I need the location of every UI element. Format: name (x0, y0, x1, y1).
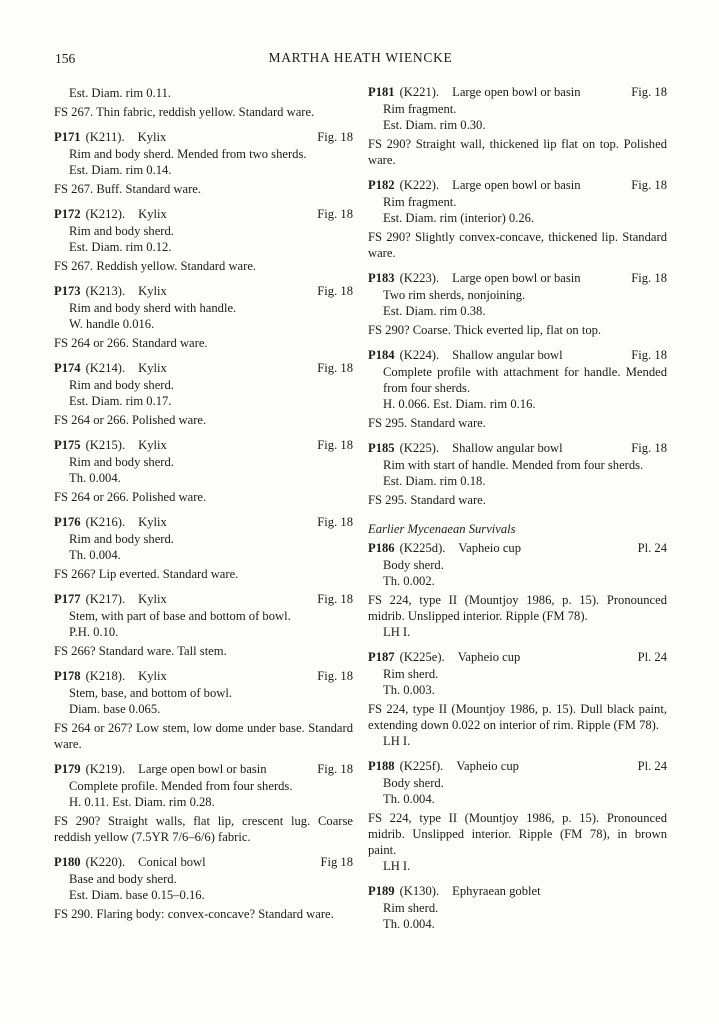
entry-shape-title: Kylix (138, 669, 167, 683)
entry-shape-title: Kylix (137, 130, 167, 144)
entry-number: P183 (368, 271, 395, 285)
entry-description (69, 85, 353, 101)
section-heading: Earlier Mycenaean Survivals (368, 522, 516, 536)
description-line: Body sherd. (383, 776, 444, 790)
description-line: Th. 0.004. (383, 792, 435, 806)
entry-fs-classification: FS 267. Reddish yellow. Standard ware. (54, 259, 257, 273)
entry-description (383, 557, 667, 589)
entry-description (383, 666, 667, 698)
entry-number: P182 (368, 178, 395, 192)
description-line: Complete profile with attachment for handle. Mended from four sherds. (383, 365, 667, 395)
description-line: Rim and body sherd. (69, 378, 174, 392)
catalog-entry (54, 437, 353, 505)
entry-fs-classification: FS 290? Straight wall, thickened lip flat on top. Polished ware. (368, 137, 667, 167)
catalog-entry (368, 649, 667, 749)
entry-fs-classification: FS 224, type II (Mountjoy 1986, p. 15). Pronounced midrib. Unslipped interior. Ripple (FM 78). (368, 593, 667, 623)
catalog-entry (54, 854, 353, 922)
entry-description (69, 531, 353, 563)
entry-heading (368, 270, 667, 286)
description-line: Th. 0.003. (383, 683, 435, 697)
entry-figure-ref: Pl. 24 (637, 759, 667, 773)
catalog-entry (54, 591, 353, 659)
entry-shape-title: Kylix (138, 361, 167, 375)
entry-fs-classification: FS 267. Buff. Standard ware. (54, 182, 202, 196)
description-line: Rim sherd. (383, 667, 439, 681)
entry-number: P174 (54, 361, 81, 375)
description-line: Rim with start of handle. Mended from four sherds. (383, 458, 644, 472)
entry-figure-ref: Fig. 18 (631, 348, 667, 362)
description-line: H. 0.066. Est. Diam. rim 0.16. (383, 397, 536, 411)
entry-shape-title: Ephyraean goblet (452, 884, 541, 898)
entry-k-number: (K215). (85, 438, 126, 452)
catalog-entry (368, 84, 667, 168)
entry-shape-title: Kylix (138, 515, 167, 529)
entry-heading (368, 883, 667, 899)
entry-heading (54, 437, 353, 453)
entry-heading (54, 129, 353, 145)
entry-k-number: (K214). (85, 361, 126, 375)
entry-shape-title: Kylix (138, 284, 167, 298)
running-head: MARTHA HEATH WIENCKE (268, 50, 453, 65)
entry-heading (368, 347, 667, 363)
entry-description (383, 775, 667, 807)
entry-description (383, 364, 667, 412)
entry-number: P173 (54, 284, 81, 298)
description-line: Est. Diam. rim 0.12. (69, 240, 172, 254)
entry-number: P179 (54, 762, 81, 776)
entry-fs-classification: FS 267. Thin fabric, reddish yellow. Standard ware. (54, 105, 315, 119)
entry-fs-classification: FS 295. Standard ware. (368, 416, 486, 430)
text-columns (54, 84, 667, 932)
entry-shape-title: Kylix (138, 438, 167, 452)
entry-shape-title: Large open bowl or basin (138, 762, 267, 776)
entry-shape-title: Vapheio cup (457, 650, 521, 664)
entry-fs-classification: FS 295. Standard ware. (368, 493, 486, 507)
description-line: W. handle 0.016. (69, 317, 155, 331)
entry-figure-ref: Pl. 24 (637, 650, 667, 664)
catalog-entry (368, 440, 667, 508)
entry-shape-title: Shallow angular bowl (452, 348, 563, 362)
entry-k-number: (K221). (399, 85, 440, 99)
entry-fs-classification: FS 264 or 266. Standard ware. (54, 336, 208, 350)
description-line: Stem, base, and bottom of bowl. (69, 686, 232, 700)
entry-description (383, 101, 667, 133)
entry-k-number: (K217). (85, 592, 126, 606)
entry-k-number: (K225f). (399, 759, 444, 773)
entry-fs-classification: FS 224, type II (Mountjoy 1986, p. 15). Pronounced midrib. Unslipped interior. Ripple (FM 78), in brown paint. (368, 811, 667, 857)
entry-number: P177 (54, 592, 81, 606)
column-right (368, 84, 667, 932)
entry-heading (54, 283, 353, 299)
description-line: Complete profile. Mended from four sherds. (69, 779, 293, 793)
entry-heading (54, 514, 353, 530)
entry-description (69, 871, 353, 903)
entry-heading (54, 761, 353, 777)
entry-description (383, 900, 667, 932)
entry-figure-ref: Fig. 18 (317, 515, 353, 529)
entry-number: P176 (54, 515, 81, 529)
page-header (54, 50, 667, 68)
entry-number: P184 (368, 348, 395, 362)
catalog-entry (54, 360, 353, 428)
entry-figure-ref: Fig. 18 (631, 178, 667, 192)
entry-description (383, 194, 667, 226)
description-line: Th. 0.004. (69, 471, 121, 485)
catalog-entry (54, 283, 353, 351)
entry-k-number: (K224). (399, 348, 440, 362)
description-line: Th. 0.004. (383, 917, 435, 931)
entry-number: P178 (54, 669, 81, 683)
column-left (54, 84, 353, 932)
entry-description (383, 457, 667, 489)
entry-description (69, 778, 353, 810)
entry-fs-classification: FS 264 or 267? Low stem, low dome under base. Standard ware. (54, 721, 353, 751)
entry-fs-classification: FS 290? Slightly convex-concave, thickened lip. Standard ware. (368, 230, 667, 260)
entry-figure-ref: Fig 18 (320, 855, 353, 869)
entry-k-number: (K216). (85, 515, 126, 529)
entry-figure-ref: Fig. 18 (317, 669, 353, 683)
description-line: Stem, with part of base and bottom of bowl. (69, 609, 291, 623)
entry-k-number: (K225e). (399, 650, 445, 664)
catalog-entry (54, 514, 353, 582)
entry-heading (368, 649, 667, 665)
description-line: Est. Diam. rim 0.17. (69, 394, 172, 408)
description-line: Est. Diam. rim 0.30. (383, 118, 486, 132)
catalog-entry (368, 270, 667, 338)
entry-heading (368, 540, 667, 556)
description-line: Rim and body sherd. (69, 224, 174, 238)
description-line: Rim and body sherd. (69, 532, 174, 546)
entry-heading (54, 668, 353, 684)
entry-number: P181 (368, 85, 395, 99)
entry-figure-ref: Fig. 18 (631, 441, 667, 455)
entry-k-number: (K225). (399, 441, 440, 455)
entry-number: P180 (54, 855, 81, 869)
entry-lh-date: LH I. (383, 859, 411, 873)
entry-heading (368, 440, 667, 456)
entry-description (69, 300, 353, 332)
entry-figure-ref: Fig. 18 (631, 271, 667, 285)
entry-description (69, 454, 353, 486)
description-line: Rim fragment. (383, 195, 457, 209)
catalog-entry (368, 758, 667, 874)
entry-shape-title: Kylix (138, 207, 167, 221)
entry-number: P172 (54, 207, 81, 221)
description-line: Rim and body sherd. Mended from two sherds. (69, 147, 307, 161)
entry-figure-ref: Fig. 18 (317, 438, 353, 452)
description-line: Est. Diam. base 0.15–0.16. (69, 888, 205, 902)
entry-k-number: (K220). (85, 855, 126, 869)
description-line: Base and body sherd. (69, 872, 177, 886)
entry-figure-ref: Pl. 24 (637, 541, 667, 555)
entry-heading (368, 177, 667, 193)
catalog-entry (368, 883, 667, 932)
entry-fs-classification: FS 266? Standard ware. Tall stem. (54, 644, 227, 658)
description-line: P.H. 0.10. (69, 625, 119, 639)
entry-k-number: (K219). (85, 762, 126, 776)
entry-heading (368, 84, 667, 100)
entry-k-number: (K223). (399, 271, 440, 285)
description-line: Body sherd. (383, 558, 444, 572)
description-line: Th. 0.002. (383, 574, 435, 588)
description-line: Rim and body sherd with handle. (69, 301, 237, 315)
entry-shape-title: Shallow angular bowl (452, 441, 563, 455)
entry-heading (54, 360, 353, 376)
entry-k-number: (K212). (85, 207, 126, 221)
entry-number: P175 (54, 438, 81, 452)
entry-number: P185 (368, 441, 395, 455)
entry-continuation (54, 85, 353, 120)
description-line: Two rim sherds, nonjoining. (383, 288, 526, 302)
description-line: Rim and body sherd. (69, 455, 174, 469)
entry-shape-title: Kylix (138, 592, 167, 606)
entry-description (69, 146, 353, 178)
entry-number: P189 (368, 884, 395, 898)
entry-description (69, 377, 353, 409)
entry-k-number: (K211). (85, 130, 125, 144)
catalog-entry (368, 177, 667, 261)
entry-figure-ref: Fig. 18 (317, 361, 353, 375)
entry-description (69, 608, 353, 640)
description-line: Est. Diam. rim 0.18. (383, 474, 486, 488)
entry-figure-ref: Fig. 18 (631, 85, 667, 99)
entry-fs-classification: FS 290? Coarse. Thick everted lip, flat on top. (368, 323, 602, 337)
entry-heading (368, 758, 667, 774)
entry-shape-title: Large open bowl or basin (452, 178, 581, 192)
entry-fs-classification: FS 224, type II (Mountjoy 1986, p. 15). Dull black paint, extending down 0.022 on interior of rim. Ripple (FM 78). (368, 702, 667, 732)
description-line: Est. Diam. rim (interior) 0.26. (383, 211, 535, 225)
entry-heading (54, 854, 353, 870)
entry-lh-date: LH I. (383, 734, 411, 748)
description-line: Est. Diam. rim 0.38. (383, 304, 486, 318)
entry-shape-title: Vapheio cup (458, 541, 522, 555)
entry-heading (54, 206, 353, 222)
entry-number: P171 (54, 130, 81, 144)
entry-description (69, 223, 353, 255)
entry-k-number: (K222). (399, 178, 440, 192)
catalog-entry (54, 206, 353, 274)
entry-number: P187 (368, 650, 395, 664)
catalog-entry (54, 129, 353, 197)
entry-lh-date: LH I. (383, 625, 411, 639)
catalog-entry (54, 668, 353, 752)
entry-fs-classification: FS 266? Lip everted. Standard ware. (54, 567, 239, 581)
entry-figure-ref: Fig. 18 (317, 284, 353, 298)
entry-figure-ref: Fig. 18 (317, 130, 353, 144)
entry-fs-classification: FS 290. Flaring body: convex-concave? Standard ware. (54, 907, 334, 921)
entry-shape-title: Vapheio cup (456, 759, 519, 773)
entry-figure-ref: Fig. 18 (317, 762, 353, 776)
entry-k-number: (K213). (85, 284, 126, 298)
catalog-entry (54, 761, 353, 845)
entry-shape-title: Large open bowl or basin (452, 271, 581, 285)
entry-description (383, 287, 667, 319)
entry-fs-classification: FS 264 or 266. Polished ware. (54, 490, 207, 504)
entry-number: P188 (368, 759, 395, 773)
entry-heading (54, 591, 353, 607)
entry-figure-ref: Fig. 18 (317, 592, 353, 606)
page-number: 156 (55, 51, 76, 66)
description-line: Rim fragment. (383, 102, 457, 116)
description-line: Est. Diam. rim 0.14. (69, 163, 172, 177)
entry-fs-classification: FS 264 or 266. Polished ware. (54, 413, 207, 427)
entry-number: P186 (368, 541, 395, 555)
description-line: Th. 0.004. (69, 548, 121, 562)
catalog-entry (368, 540, 667, 640)
description-line: Rim sherd. (383, 901, 439, 915)
entry-description (69, 685, 353, 717)
entry-k-number: (K225d). (399, 541, 446, 555)
description-line: Est. Diam. rim 0.11. (69, 86, 172, 100)
description-line: Diam. base 0.065. (69, 702, 161, 716)
catalog-entry (368, 347, 667, 431)
description-line: H. 0.11. Est. Diam. rim 0.28. (69, 795, 215, 809)
entry-shape-title: Conical bowl (138, 855, 206, 869)
entry-k-number: (K218). (85, 669, 126, 683)
entry-fs-classification: FS 290? Straight walls, flat lip, crescent lug. Coarse reddish yellow (7.5YR 7/6–6/6) fabric. (54, 814, 353, 844)
entry-figure-ref: Fig. 18 (317, 207, 353, 221)
entry-shape-title: Large open bowl or basin (452, 85, 581, 99)
entry-k-number: (K130). (399, 884, 440, 898)
